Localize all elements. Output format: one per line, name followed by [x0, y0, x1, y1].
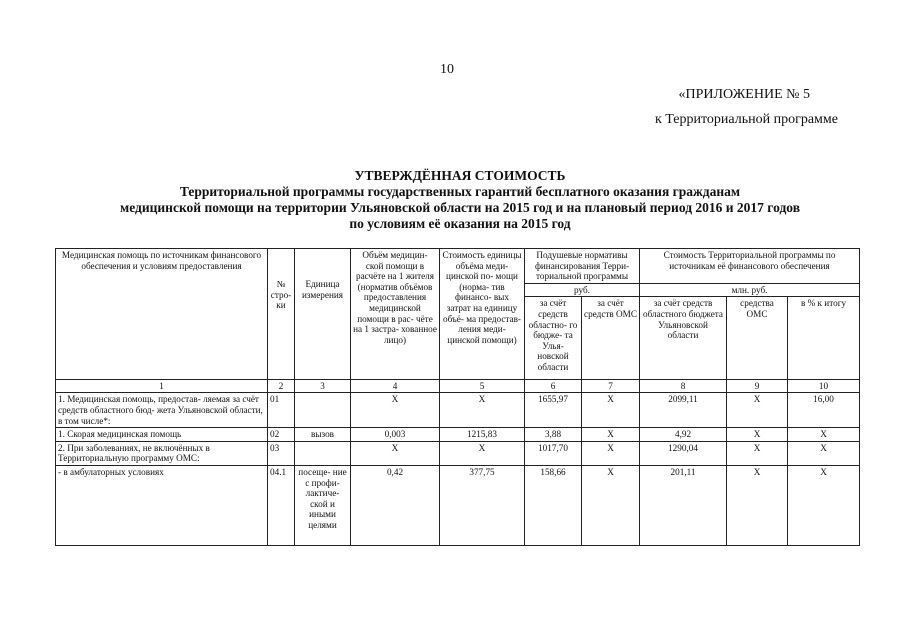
row-unit — [295, 441, 351, 465]
row-name: 1. Медицинская помощь, предостав- ляемая за счёт средств областного бюд- жета Ульяновской области, в том числе*: — [56, 393, 268, 428]
document-title-line-4: по условиям её оказания на 2015 год — [349, 216, 571, 231]
row-name: - в амбулаторных условиях — [56, 465, 268, 545]
header-unit-cost: Стоимость единицы объёма меди- цинской по- мощи (норма- тив финансо- вых затрат на единицу объё- ма предостав- ления меди- цинской помощи) — [440, 249, 525, 380]
row-total-budget: 201,11 — [640, 465, 727, 545]
row-number: 01 — [268, 393, 295, 428]
header-per-capita-unit: руб. — [525, 283, 640, 297]
row-unit-cost: X — [440, 393, 525, 428]
column-number: 1 — [56, 380, 268, 393]
row-percent: X — [788, 441, 860, 465]
row-unit: вызов — [295, 428, 351, 442]
table-header-row — [56, 249, 860, 284]
row-volume: X — [351, 441, 440, 465]
row-unit: посеще- ние с профи- лактиче- ской и иными целями — [295, 465, 351, 545]
row-per-capita-budget: 1655,97 — [525, 393, 582, 428]
row-unit-cost: X — [440, 441, 525, 465]
header-program-cost-group: Стоимость Территориальной программы по источникам её финансового обеспечения — [640, 249, 860, 284]
row-percent: 16,00 — [788, 393, 860, 428]
row-total-oms: X — [727, 393, 788, 428]
row-total-oms: X — [727, 428, 788, 442]
header-volume: Объём медицин- ской помощи в расчёте на 1 жителя (норматив объёмов предоставления медицинской помощи в рас- чёте на 1 застра- хованное лицо) — [351, 249, 440, 380]
document-title-line-1: УТВЕРЖДЁННАЯ СТОИМОСТЬ — [354, 168, 566, 183]
header-per-capita-budget: за счёт средств областно- го бюдже- та Улья- новской области — [525, 297, 582, 380]
column-number: 4 — [351, 380, 440, 393]
row-per-capita-oms: X — [582, 428, 640, 442]
appendix-subtitle: к Территориальной программе — [654, 112, 838, 127]
budget-table — [55, 248, 860, 546]
row-unit-cost: 1215,83 — [440, 428, 525, 442]
table-row — [56, 428, 860, 442]
row-volume: 0,42 — [351, 465, 440, 545]
header-medical-care: Медицинская помощь по источникам финансового обеспечения и условиям предоставления — [56, 249, 268, 380]
header-percent: в % к итогу — [788, 297, 860, 380]
row-per-capita-budget: 1017,70 — [525, 441, 582, 465]
document-title-line-3: медицинской помощи на территории Ульяновской области на 2015 год и на плановый период 2016 и 2017 годов — [120, 200, 800, 215]
row-number: 02 — [268, 428, 295, 442]
column-number: 8 — [640, 380, 727, 393]
header-total-oms: средства ОМС — [727, 297, 788, 380]
column-number: 9 — [727, 380, 788, 393]
table-row — [56, 465, 860, 545]
row-per-capita-oms: X — [582, 441, 640, 465]
row-total-budget: 2099,11 — [640, 393, 727, 428]
column-number-row — [56, 380, 860, 393]
document-title — [60, 168, 860, 232]
header-total-budget: за счёт средств областного бюджета Ульяновской области — [640, 297, 727, 380]
row-number: 04.1 — [268, 465, 295, 545]
header-per-capita-group: Подушевые нормативы финансирования Терри- ториальной программы — [525, 249, 640, 284]
row-volume: 0,003 — [351, 428, 440, 442]
row-percent: X — [788, 428, 860, 442]
header-row-number: № стро- ки — [268, 249, 295, 380]
column-number: 6 — [525, 380, 582, 393]
row-total-budget: 4,92 — [640, 428, 727, 442]
row-per-capita-budget: 3,88 — [525, 428, 582, 442]
page-number: 10 — [440, 62, 454, 77]
row-name: 2. При заболеваниях, не включённых в Территориальную программу ОМС: — [56, 441, 268, 465]
column-number: 10 — [788, 380, 860, 393]
document-title-line-2: Территориальной программы государственных гарантий бесплатного оказания гражданам — [179, 184, 741, 199]
row-total-oms: X — [727, 441, 788, 465]
row-percent: X — [788, 465, 860, 545]
appendix-title: «ПРИЛОЖЕНИЕ № 5 — [678, 87, 810, 102]
row-per-capita-oms: X — [582, 393, 640, 428]
row-per-capita-oms: X — [582, 465, 640, 545]
table-row — [56, 441, 860, 465]
row-name: 1. Скорая медицинская помощь — [56, 428, 268, 442]
header-unit: Единица измерения — [295, 249, 351, 380]
row-unit-cost: 377,75 — [440, 465, 525, 545]
row-unit — [295, 393, 351, 428]
row-total-oms: X — [727, 465, 788, 545]
column-number: 5 — [440, 380, 525, 393]
column-number: 2 — [268, 380, 295, 393]
row-volume: X — [351, 393, 440, 428]
header-program-cost-unit: млн. руб. — [640, 283, 860, 297]
header-per-capita-oms: за счёт средств ОМС — [582, 297, 640, 380]
row-number: 03 — [268, 441, 295, 465]
column-number: 3 — [295, 380, 351, 393]
row-total-budget: 1290,04 — [640, 441, 727, 465]
column-number: 7 — [582, 380, 640, 393]
table-row — [56, 393, 860, 428]
row-per-capita-budget: 158,66 — [525, 465, 582, 545]
